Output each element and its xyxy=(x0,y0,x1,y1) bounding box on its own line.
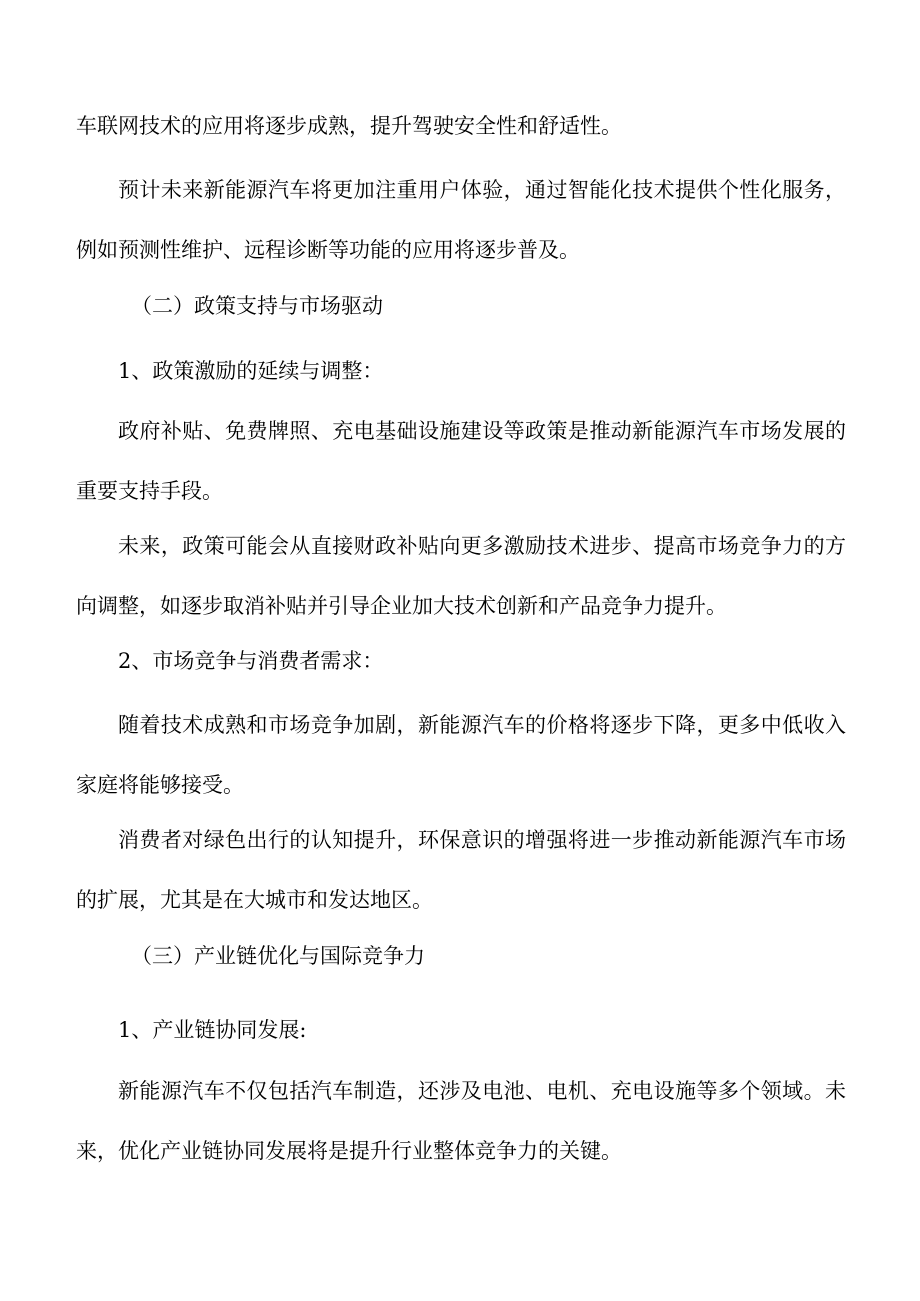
paragraph-user-experience: 预计未来新能源汽车将更加注重用户体验，通过智能化技术提供个性化服务，例如预测性维护、远程诊断等功能的应用将逐步普及。 xyxy=(76,178,846,262)
paragraph-industry-scope: 新能源汽车不仅包括汽车制造，还涉及电池、电机、充电设施等多个领域。未来，优化产业链协同发展将是提升行业整体竞争力的关键。 xyxy=(76,1079,846,1163)
paragraph-connected-vehicle: 车联网技术的应用将逐步成熟，提升驾驶安全性和舒适性。 xyxy=(76,114,622,138)
paragraph-government-subsidy: 政府补贴、免费牌照、充电基础设施建设等政策是推动新能源汽车市场发展的重要支持手段。 xyxy=(76,419,846,503)
subheading-policy-incentives: 1、政策激励的延续与调整： xyxy=(118,359,384,383)
paragraph-future-policy: 未来，政策可能会从直接财政补贴向更多激励技术进步、提高市场竞争力的方向调整，如逐步取消补贴并引导企业加大技术创新和产品竞争力提升。 xyxy=(76,534,846,618)
section-heading-industry-chain: （三）产业链优化与国际竞争力 xyxy=(131,944,425,968)
paragraph-price-decline: 随着技术成熟和市场竞争加剧，新能源汽车的价格将逐步下降，更多中低收入家庭将能够接受。 xyxy=(76,713,846,797)
paragraph-green-travel: 消费者对绿色出行的认知提升，环保意识的增强将进一步推动新能源汽车市场的扩展，尤其是在大城市和发达地区。 xyxy=(76,828,846,912)
subheading-industry-synergy: 1、产业链协同发展: xyxy=(118,1018,307,1042)
section-heading-policy: （二）政策支持与市场驱动 xyxy=(131,294,383,318)
subheading-market-competition: 2、市场竞争与消费者需求： xyxy=(118,649,384,673)
